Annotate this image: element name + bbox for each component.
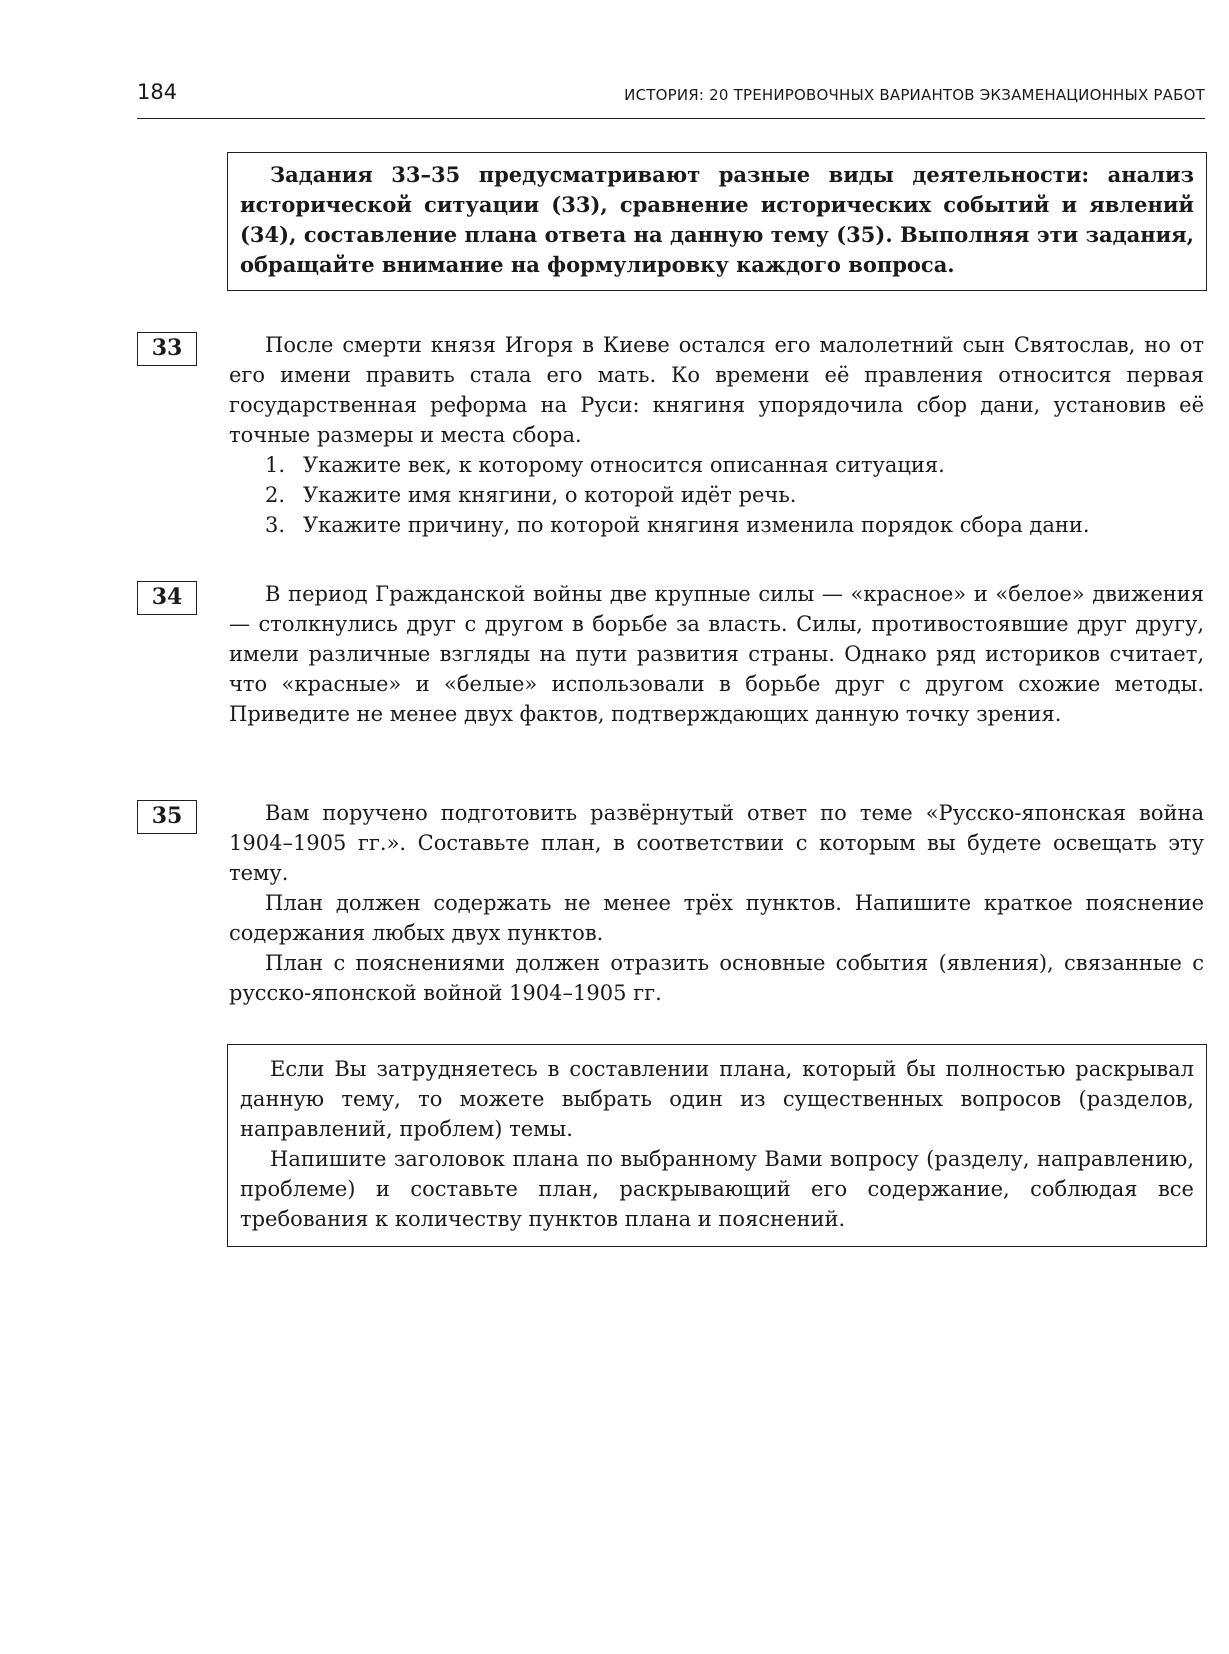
- question-text: Укажите причину, по которой княгиня изменила порядок сбора дани.: [303, 513, 1090, 537]
- task-35-paragraph-1: Вам поручено подготовить развёрнутый ответ по теме «Русско-японская война 1904–1905 гг.». Составьте план, в соответствии с которым вы будете освещать эту тему.: [229, 801, 1204, 885]
- question-text: Укажите век, к которому относится описанная ситуация.: [303, 453, 945, 477]
- hint-paragraph-2: Напишите заголовок плана по выбранному Вами вопросу (разделу, направлению, проблеме) и составьте план, раскрывающий его содержание, соблюдая все требования к количеству пунктов плана и пояснений.: [240, 1147, 1194, 1231]
- task-number-34: 34: [137, 581, 197, 615]
- intro-text: Задания 33–35 предусматривают разные виды деятельности: анализ исторической ситуации (33), сравнение исторических событий и явлений (34), составление плана ответа на данную тему (35). Выполняя эти задания, обращайте внимание на формулировку каждого вопроса.: [240, 162, 1194, 277]
- intro-box: [227, 152, 1207, 291]
- task-33-question-2: [229, 480, 1204, 510]
- hint-paragraph-1: Если Вы затрудняетесь в составлении плана, который бы полностью раскрывал данную тему, то можете выбрать один из существенных вопросов (разделов, направлений, проблем) темы.: [240, 1057, 1194, 1141]
- task-number-33: 33: [137, 332, 197, 366]
- task-35: [229, 798, 1204, 1008]
- hint-box: [227, 1044, 1207, 1247]
- question-number: 1.: [265, 453, 286, 477]
- task-33-question-3: [229, 510, 1204, 540]
- task-33-questions: [229, 450, 1204, 540]
- question-text: Укажите имя княгини, о которой идёт речь.: [303, 483, 797, 507]
- task-33: [229, 330, 1204, 540]
- task-33-question-1: [229, 450, 1204, 480]
- question-number: 2.: [265, 483, 286, 507]
- running-title: ИСТОРИЯ: 20 ТРЕНИРОВОЧНЫХ ВАРИАНТОВ ЭКЗАМЕНАЦИОННЫХ РАБОТ: [624, 86, 1205, 104]
- task-35-paragraph-3: План с пояснениями должен отразить основные события (явления), связанные с русско-японской войной 1904–1905 гг.: [229, 951, 1204, 1005]
- page-header: [137, 78, 1205, 119]
- task-34: [229, 579, 1204, 729]
- question-number: 3.: [265, 513, 286, 537]
- task-number-35: 35: [137, 800, 197, 834]
- task-34-text: В период Гражданской войны две крупные силы — «красное» и «белое» движения — столкнулись друг с другом в борьбе за власть. Силы, противостоявшие друг другу, имели различные взгляды на пути развития страны. Однако ряд историков считает, что «красные» и «белые» использовали в борьбе друг с другом схожие методы. Приведите не менее двух фактов, подтверждающих данную точку зрения.: [229, 582, 1204, 726]
- task-35-paragraph-2: План должен содержать не менее трёх пунктов. Напишите краткое пояснение содержания любых двух пунктов.: [229, 891, 1204, 945]
- task-33-text: После смерти князя Игоря в Киеве остался его малолетний сын Святослав, но от его имени править стала его мать. Ко времени её правления относится первая государственная реформа на Руси: княгиня упорядочила сбор дани, установив её точные размеры и места сбора.: [229, 333, 1204, 447]
- page-number: 184: [137, 80, 178, 104]
